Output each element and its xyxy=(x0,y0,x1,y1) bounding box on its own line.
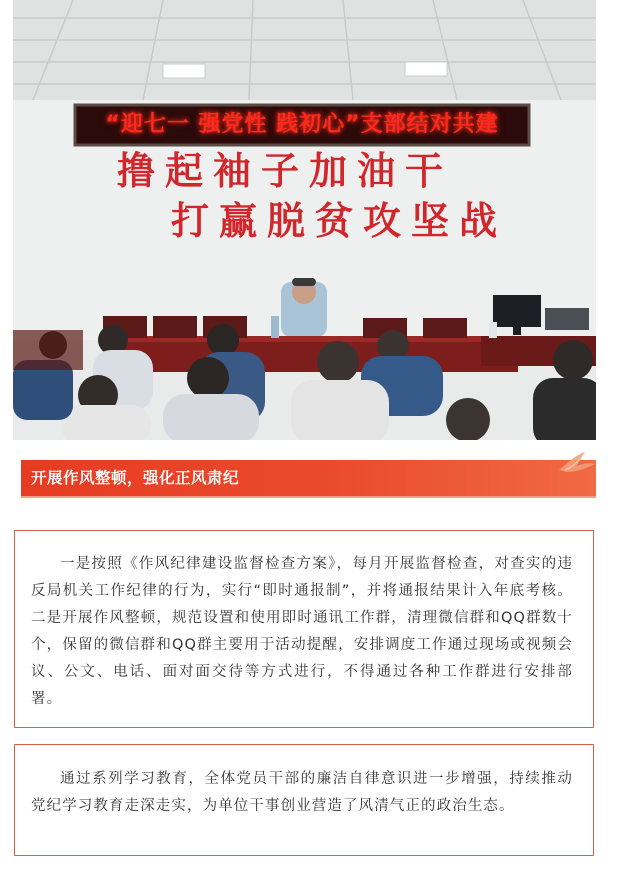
paragraph-1: 一是按照《作风纪律建设监督检查方案》，每月开展监督检查，对查实的违反局机关工作纪律的行为，实行“即时通报制”，并将通报结果计入年底考核。二是开展作风整顿，规范设置和使用即时通讯工作群，清理微信群和QQ群数十个，保留的微信群和QQ群主要用于活动提醒，安排调度工作通过现场或视频会议、公文、电话、面对面交待等方式进行，不得通过各种工作群进行安排部署。 xyxy=(31,556,573,707)
section-header-underline xyxy=(17,496,596,498)
meeting-photo xyxy=(13,0,596,440)
paragraph-box-1 xyxy=(14,530,594,728)
paragraph-box-2 xyxy=(14,744,594,856)
paragraph-2: 通过系列学习教育，全体党员干部的廉洁自律意识进一步增强，持续推动党纪学习教育走深走实，为单位干事创业营造了风清气正的政治生态。 xyxy=(31,771,573,814)
dove-icon xyxy=(555,450,597,478)
wall-slogan-top: 撸起袖子加油干 xyxy=(117,148,454,193)
section-title: 开展作风整顿，强化正风肃纪 xyxy=(31,469,240,487)
led-banner: “迎七一 强党性 践初心”支部结对共建 xyxy=(105,112,499,137)
section-header xyxy=(17,460,596,498)
wall-slogan-bottom: 打赢脱贫攻坚战 xyxy=(171,198,508,243)
section-header-accent xyxy=(17,460,21,498)
